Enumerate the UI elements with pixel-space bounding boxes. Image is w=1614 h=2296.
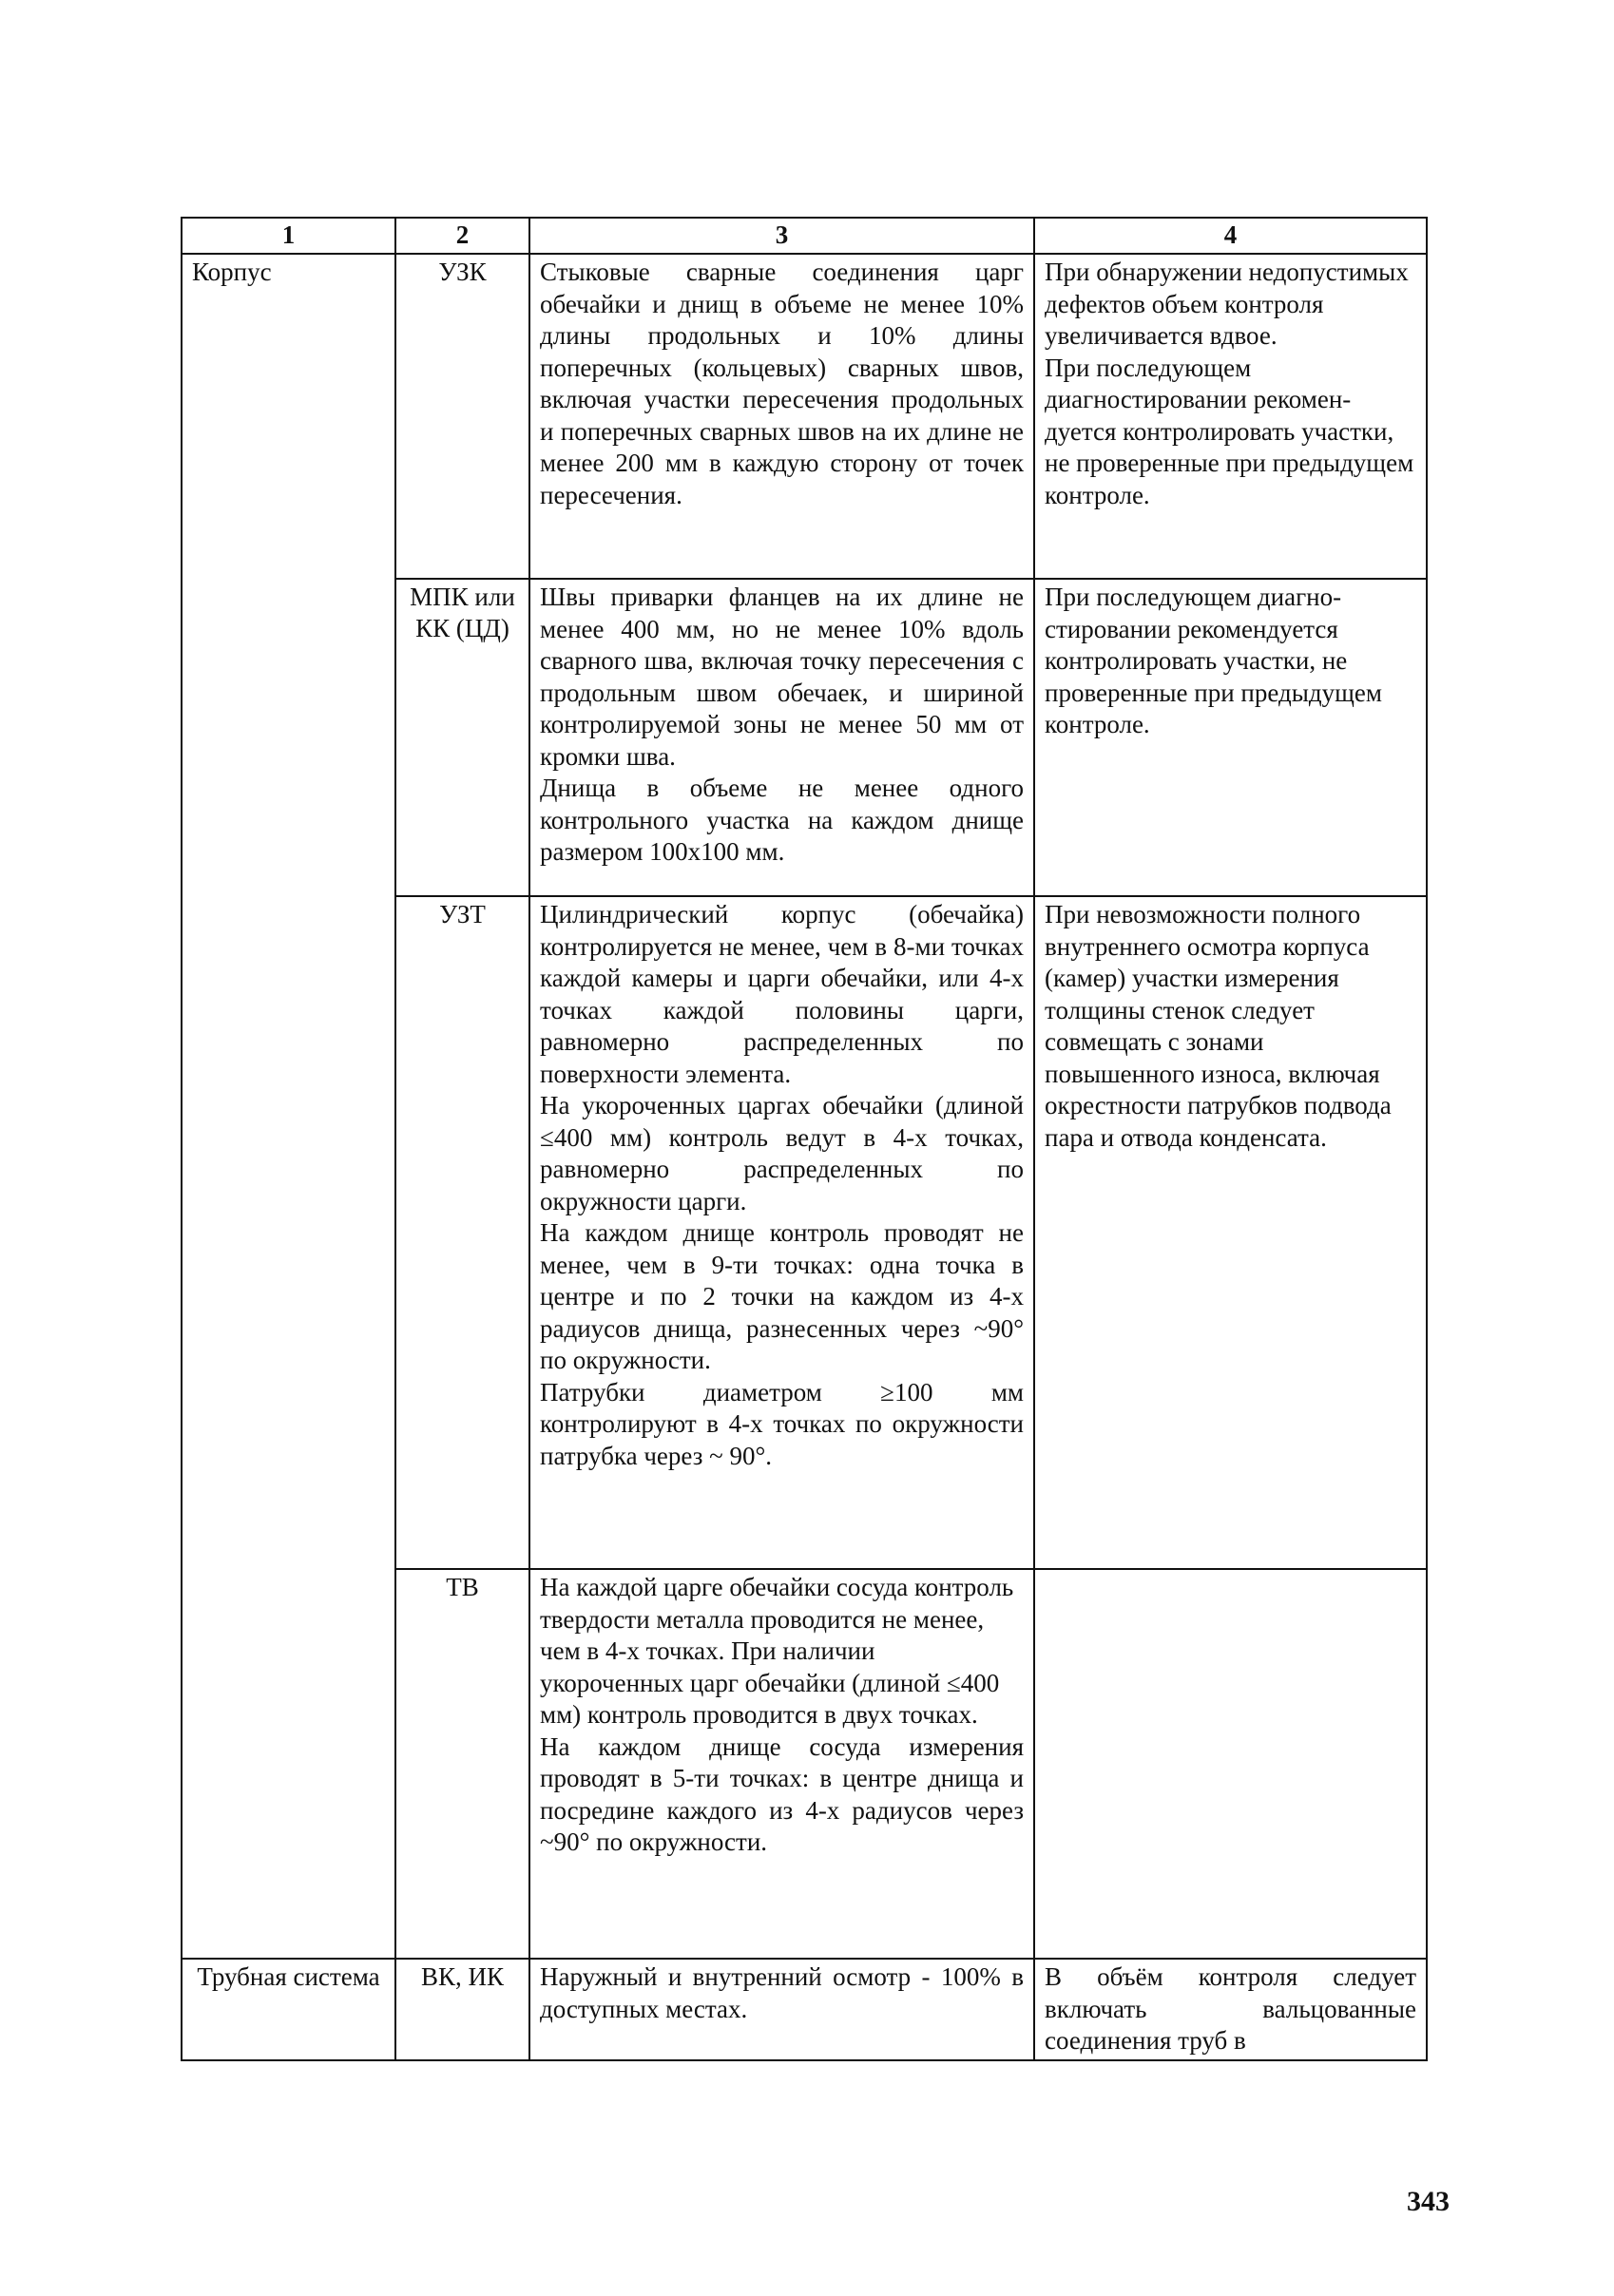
- note-cell: [1034, 1569, 1427, 1959]
- note-paragraph: При обнаружении недопустимых дефектов объем контроля увеличивается вдвое.: [1045, 258, 1409, 350]
- scope-paragraph: На каждом днище контроль проводят не менее, чем в 9-ти точках: одна точка в центре и по 2 точки на каждом из 4-х радиусов днища, разнесенных через ~90° по окружности.: [540, 1218, 1024, 1374]
- object-cell-tube-system: Трубная система: [182, 1959, 395, 2060]
- note-paragraph: При последующем диагностировании рекомен-дуется контролировать участки, не проверенные при предыдущем контроле.: [1045, 353, 1414, 509]
- scope-paragraph: Днища в объеме не менее одного контрольного участка на каждом днище размером 100х100 мм.: [540, 774, 1024, 866]
- object-cell-body: Корпус: [182, 254, 395, 1959]
- note-cell: [1034, 254, 1427, 579]
- scope-paragraph: Швы приварки фланцев на их длине не менее 400 мм, но не менее 10% вдоль сварного шва, включая точку пересечения с продольным швом обечаек, и шириной контролируемой зоны не менее 50 мм от кромки шва.: [540, 583, 1024, 771]
- scope-paragraph: На каждой царге обечайки сосуда контроль твердости металла проводится не менее, чем в 4-х точках. При наличии укороченных царг обечайки (длиной ≤400 мм) контроль проводится в двух точках.: [540, 1573, 1014, 1729]
- scope-cell: Стыковые сварные соединения царг обечайки и днищ в объеме не менее 10% длины продольных и 10% длины поперечных (кольцевых) сварных швов, включая участки пересечения продольных и поперечных сварных швов на их длине не менее 200 мм в каждую сторону от точек пересечения.: [529, 254, 1034, 579]
- scope-paragraph: На каждом днище сосуда измерения проводят в 5-ти точках: в центре днища и посредине каждого из 4-х радиусов через ~90° по окружности.: [540, 1732, 1024, 1856]
- scope-cell: Наружный и внутренний осмотр - 100% в доступных местах.: [529, 1959, 1034, 2060]
- inspection-table: [181, 217, 1428, 2061]
- method-cell: УЗК: [395, 254, 529, 579]
- scope-paragraph: На укороченных царгах обечайки (длиной ≤400 мм) контроль ведут в 4-х точках, равномерно распределенных по окружности царги.: [540, 1091, 1024, 1215]
- page-number: 343: [1407, 2186, 1450, 2217]
- scope-cell: [529, 1569, 1034, 1959]
- scope-paragraph: Цилиндрический корпус (обечайка) контролируется не менее, чем в 8-ми точках каждой камеры и царги обечайки, или 4-х точках каждой половины царги, равномерно распределенных по поверхности элемента.: [540, 900, 1024, 1088]
- scope-paragraph: Патрубки диаметром ≥100 мм контролируют в 4-х точках по окружности патрубка через ~ 90°.: [540, 1377, 1024, 1470]
- note-cell: При последующем диагностировании рекомендуется контролировать участки, не проверенные при предыдущем контроле.: [1034, 579, 1427, 896]
- scope-cell: [529, 896, 1034, 1569]
- table-row: [182, 254, 1427, 579]
- method-cell: ВК, ИК: [395, 1959, 529, 2060]
- column-header-1: 1: [182, 218, 395, 254]
- method-cell: ТВ: [395, 1569, 529, 1959]
- column-header-3: 3: [529, 218, 1034, 254]
- column-header-2: 2: [395, 218, 529, 254]
- table-row: [182, 1959, 1427, 2060]
- method-cell: УЗТ: [395, 896, 529, 1569]
- scope-cell: [529, 579, 1034, 896]
- note-cell: При невозможности полного внутреннего осмотра корпуса (камер) участки измерения толщины стенок следует совмещать с зонами повышенного износа, включая окрестности патрубков подвода пара и отвода конденсата.: [1034, 896, 1427, 1569]
- column-header-4: 4: [1034, 218, 1427, 254]
- table-header-row: [182, 218, 1427, 254]
- method-cell: МПК или КК (ЦД): [395, 579, 529, 896]
- note-cell: В объём контроля следует включать вальцованные соединения труб в: [1034, 1959, 1427, 2060]
